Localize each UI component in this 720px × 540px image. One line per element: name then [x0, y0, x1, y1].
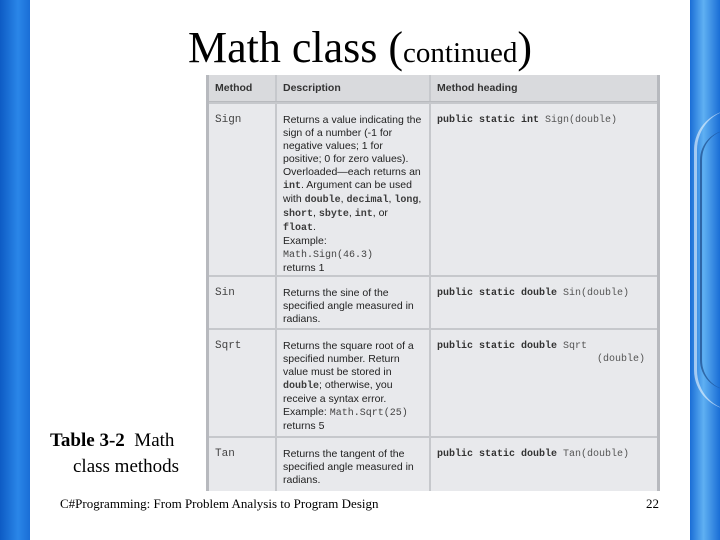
method-heading [429, 438, 657, 491]
title-continued: continued [403, 37, 518, 69]
heading-signature: Sqrt [563, 341, 588, 352]
caption-label: Table 3-2 [50, 430, 125, 451]
desc-keyword: int [354, 209, 373, 220]
desc-sep: , [348, 207, 355, 219]
desc-keyword: float [283, 223, 314, 234]
example-code: Math.Sqrt(25) [329, 408, 408, 419]
title-close: ) [517, 23, 533, 72]
heading-signature: Sin(double) [563, 288, 630, 299]
desc-text: . Argument can be used with [283, 179, 412, 205]
desc-text: Returns the square root of a specified number. Return value must be stored in [283, 340, 414, 378]
header-method-heading: Method heading [429, 75, 657, 101]
method-heading [429, 277, 657, 328]
method-heading [429, 104, 657, 275]
slide [30, 0, 690, 540]
left-border-stripe [0, 0, 30, 540]
decorative-swoosh-inner [700, 130, 720, 390]
method-description: Returns the tangent of the specified angle measured in radians. [275, 438, 429, 491]
method-description [275, 104, 429, 275]
page-number: 22 [646, 496, 659, 511]
table-header-row [209, 75, 657, 102]
right-border-decoration [690, 0, 720, 540]
desc-keyword: int [283, 181, 302, 192]
example-code: Math.Sign(46.3) [283, 250, 374, 261]
desc-keyword: double [283, 381, 320, 392]
table-row-sign [209, 102, 657, 275]
heading-signature: Sign(double) [545, 115, 618, 126]
caption-line1: Math [134, 430, 175, 451]
heading-keywords: public static double [437, 449, 558, 460]
method-description: Returns the sine of the specified angle measured in radians. [275, 277, 429, 328]
desc-keyword: long [394, 195, 419, 206]
desc-keyword: decimal [346, 195, 389, 206]
heading-signature: Tan(double) [563, 449, 630, 460]
table-row-sin [209, 275, 657, 328]
table-row-tan [209, 436, 657, 491]
desc-sep: . [313, 221, 316, 233]
desc-text: ; otherwise, you receive a syntax error. Example: [283, 379, 393, 418]
desc-sep: , [313, 207, 319, 219]
desc-sep: , [418, 193, 422, 205]
method-description [275, 330, 429, 436]
slide-title [30, 22, 690, 79]
desc-keyword: short [283, 209, 314, 220]
math-methods-table [206, 75, 660, 491]
table-caption [50, 428, 250, 480]
desc-sep: , [388, 193, 395, 205]
slide-footer: C#Programming: From Problem Analysis to Program Design [60, 496, 379, 511]
example-result: returns 1 [283, 262, 325, 274]
heading-keywords: public static double [437, 288, 558, 299]
desc-text: Returns a value indicating the sign of a number (-1 for negative values; 1 for positive; 0 for zero values). Overloaded—each returns an [283, 114, 422, 178]
example-label: Example: [283, 235, 327, 247]
header-description: Description [275, 75, 429, 101]
desc-sep: , [340, 193, 347, 205]
method-heading [429, 330, 657, 436]
header-method: Method [215, 82, 253, 94]
heading-param: (double) [597, 354, 646, 365]
title-main: Math class ( [187, 23, 404, 72]
caption-line2: class methods [73, 456, 180, 477]
heading-keywords: public static double [437, 341, 558, 352]
example-result: returns 5 [283, 420, 325, 432]
desc-sep: , or [372, 207, 388, 219]
desc-keyword: sbyte [318, 209, 349, 220]
method-name: Tan [215, 448, 235, 460]
method-name: Sqrt [215, 340, 242, 352]
method-name: Sin [215, 287, 235, 299]
method-name: Sign [215, 114, 242, 126]
table-row-sqrt [209, 328, 657, 436]
heading-keywords: public static int [437, 115, 540, 126]
desc-keyword: double [304, 195, 341, 206]
